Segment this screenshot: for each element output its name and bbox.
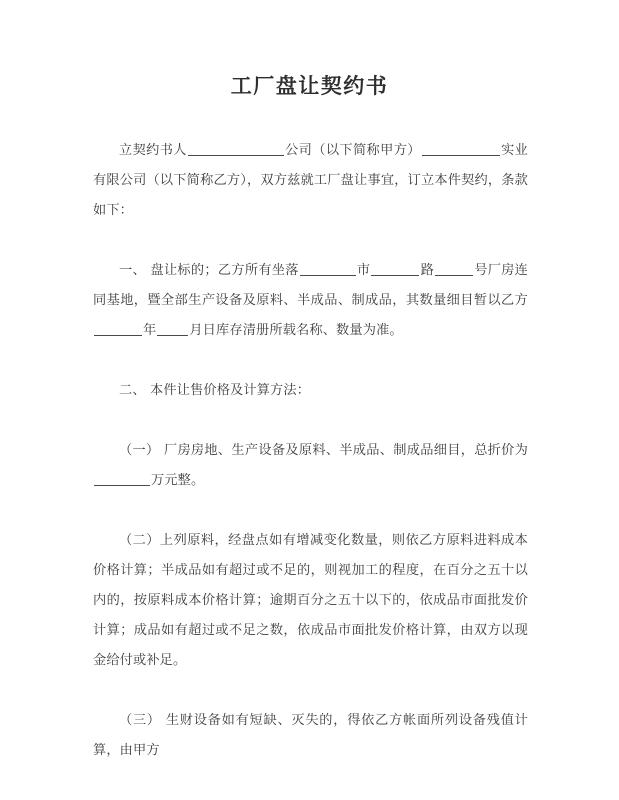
paragraph-clause-2-3 <box>93 706 528 766</box>
text-run: 立契约书人 <box>119 143 187 158</box>
text-run: （三） 生财设备如有短缺、灭失的，得依乙方帐面所列设备残值计算，由甲方 <box>93 713 528 758</box>
fill-in-blank[interactable] <box>300 262 356 276</box>
document-body <box>0 136 619 766</box>
paragraph-preamble <box>93 136 528 226</box>
text-run: 一、 盘让标的；乙方所有坐落 <box>119 263 299 278</box>
fill-in-blank[interactable] <box>94 472 150 486</box>
paragraph-clause-1 <box>93 256 528 346</box>
paragraph-clause-2-2 <box>93 526 528 676</box>
text-run: （一） 厂房房地、生产设备及原料、半成品、制成品细目，总折价为 <box>119 443 528 458</box>
text-run: 路 <box>420 263 435 278</box>
text-run: 月日库存清册所载名称、数量为准。 <box>189 323 403 338</box>
text-run: 实业有限公司（以下简称乙方），双方兹就工厂盘让事宜，订立本件契约，条款如下： <box>93 143 529 218</box>
fill-in-blank[interactable] <box>371 262 419 276</box>
fill-in-blank[interactable] <box>157 322 188 336</box>
fill-in-blank[interactable] <box>422 142 500 156</box>
text-run: 号厂房连同基地，暨全部生产设备及原料、半成品、制成品，其数量细目暂以乙方 <box>93 263 528 308</box>
fill-in-blank[interactable] <box>188 142 284 156</box>
paragraph-clause-2 <box>93 376 528 406</box>
text-run: 公司（以下简称甲方） <box>284 143 421 158</box>
text-run: （二）上列原料，经盘点如有增减变化数量，则依乙方原料进料成本价格计算；半成品如有超过或不足的，则视加工的程度，在百分之五十以内的，按原料成本价格计算；逾期百分之五十以下的，依成品市面批发价计算；成品如有超过或不足之数，依成品市面批发价格计算，由双方以现金给付或补足。 <box>93 533 528 668</box>
text-run: 市 <box>356 263 371 278</box>
text-run: 万元整。 <box>151 473 205 488</box>
fill-in-blank[interactable] <box>435 262 473 276</box>
text-run: 年 <box>143 323 157 338</box>
fill-in-blank[interactable] <box>94 322 142 336</box>
page-title: 工厂盘让契约书 <box>230 74 389 98</box>
paragraph-clause-2-1 <box>93 436 528 496</box>
text-run: 二、 本件让售价格及计算方法： <box>119 383 311 398</box>
